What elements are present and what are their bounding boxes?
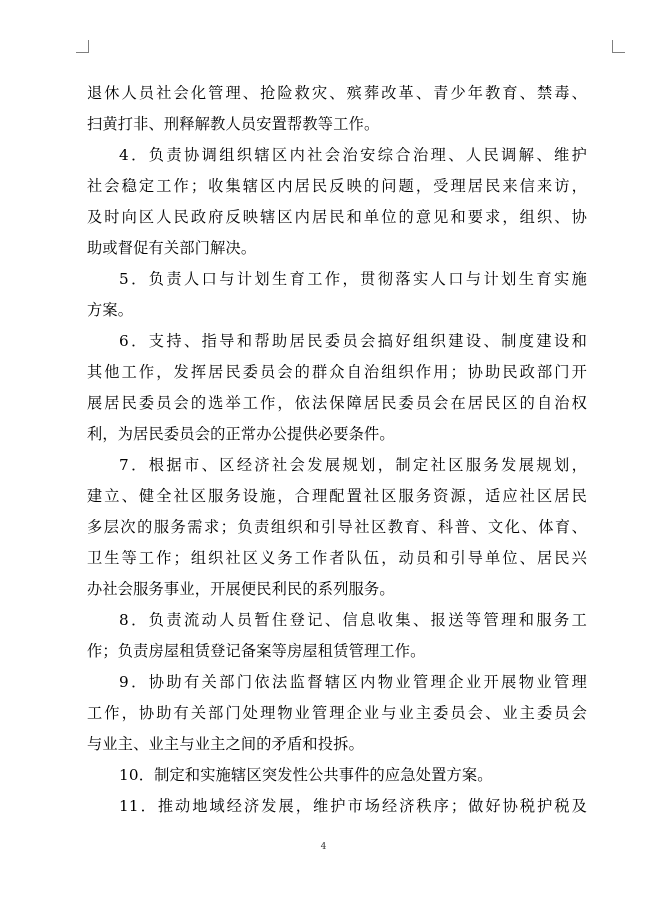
text-line: 利，为居民委员会的正常办公提供必要条件。 bbox=[87, 425, 395, 443]
text-line: 助或督促有关部门解决。 bbox=[87, 239, 257, 257]
text-line: 4．负责协调组织辖区内社会治安综合治理、人民调解、维护 bbox=[119, 146, 587, 164]
text-line: 扫黄打非、刑释解教人员安置帮教等工作。 bbox=[87, 115, 380, 133]
text-line: 多层次的服务需求；负责组织和引导社区教育、科普、文化、体育、 bbox=[87, 518, 587, 536]
text-line: 6．支持、指导和帮助居民委员会搞好组织建设、制度建设和 bbox=[119, 332, 587, 350]
text-line: 方案。 bbox=[87, 301, 134, 319]
text-line: 11．推动地域经济发展，维护市场经济秩序；做好协税护税及 bbox=[119, 797, 587, 815]
crop-mark-top-left bbox=[76, 40, 89, 53]
text-line: 卫生等工作；组织社区义务工作者队伍，动员和引导单位、居民兴 bbox=[87, 549, 587, 567]
text-line: 与业主、业主与业主之间的矛盾和投拆。 bbox=[87, 735, 364, 753]
text-line: 退休人员社会化管理、抢险救灾、殡葬改革、青少年教育、禁毒、 bbox=[87, 84, 587, 102]
text-line: 社会稳定工作；收集辖区内居民反映的问题，受理居民来信来访， bbox=[87, 177, 587, 195]
text-line: 5．负责人口与计划生育工作，贯彻落实人口与计划生育实施 bbox=[119, 270, 587, 288]
text-line: 办社会服务事业，开展便民利民的系列服务。 bbox=[87, 580, 395, 598]
text-line: 8．负责流动人员暂住登记、信息收集、报送等管理和服务工 bbox=[119, 611, 587, 629]
page-number: 4 bbox=[320, 842, 327, 852]
text-line: 其他工作，发挥居民委员会的群众自治组织作用；协助民政部门开 bbox=[87, 363, 587, 381]
text-line: 展居民委员会的选举工作，依法保障居民委员会在居民区的自治权 bbox=[87, 394, 587, 412]
text-line: 7．根据市、区经济社会发展规划，制定社区服务发展规划， bbox=[119, 456, 587, 474]
text-line: 10．制定和实施辖区突发性公共事件的应急处置方案。 bbox=[119, 766, 493, 784]
text-line: 及时向区人民政府反映辖区内居民和单位的意见和要求，组织、协 bbox=[87, 208, 587, 226]
text-line: 建立、健全社区服务设施，合理配置社区服务资源，适应社区居民 bbox=[87, 487, 587, 505]
text-line: 工作，协助有关部门处理物业管理企业与业主委员会、业主委员会 bbox=[87, 704, 587, 722]
text-line: 9．协助有关部门依法监督辖区内物业管理企业开展物业管理 bbox=[119, 673, 587, 691]
text-line: 作；负责房屋租赁登记备案等房屋租赁管理工作。 bbox=[87, 642, 426, 660]
crop-mark-top-right bbox=[612, 40, 625, 53]
body-text bbox=[87, 78, 587, 822]
